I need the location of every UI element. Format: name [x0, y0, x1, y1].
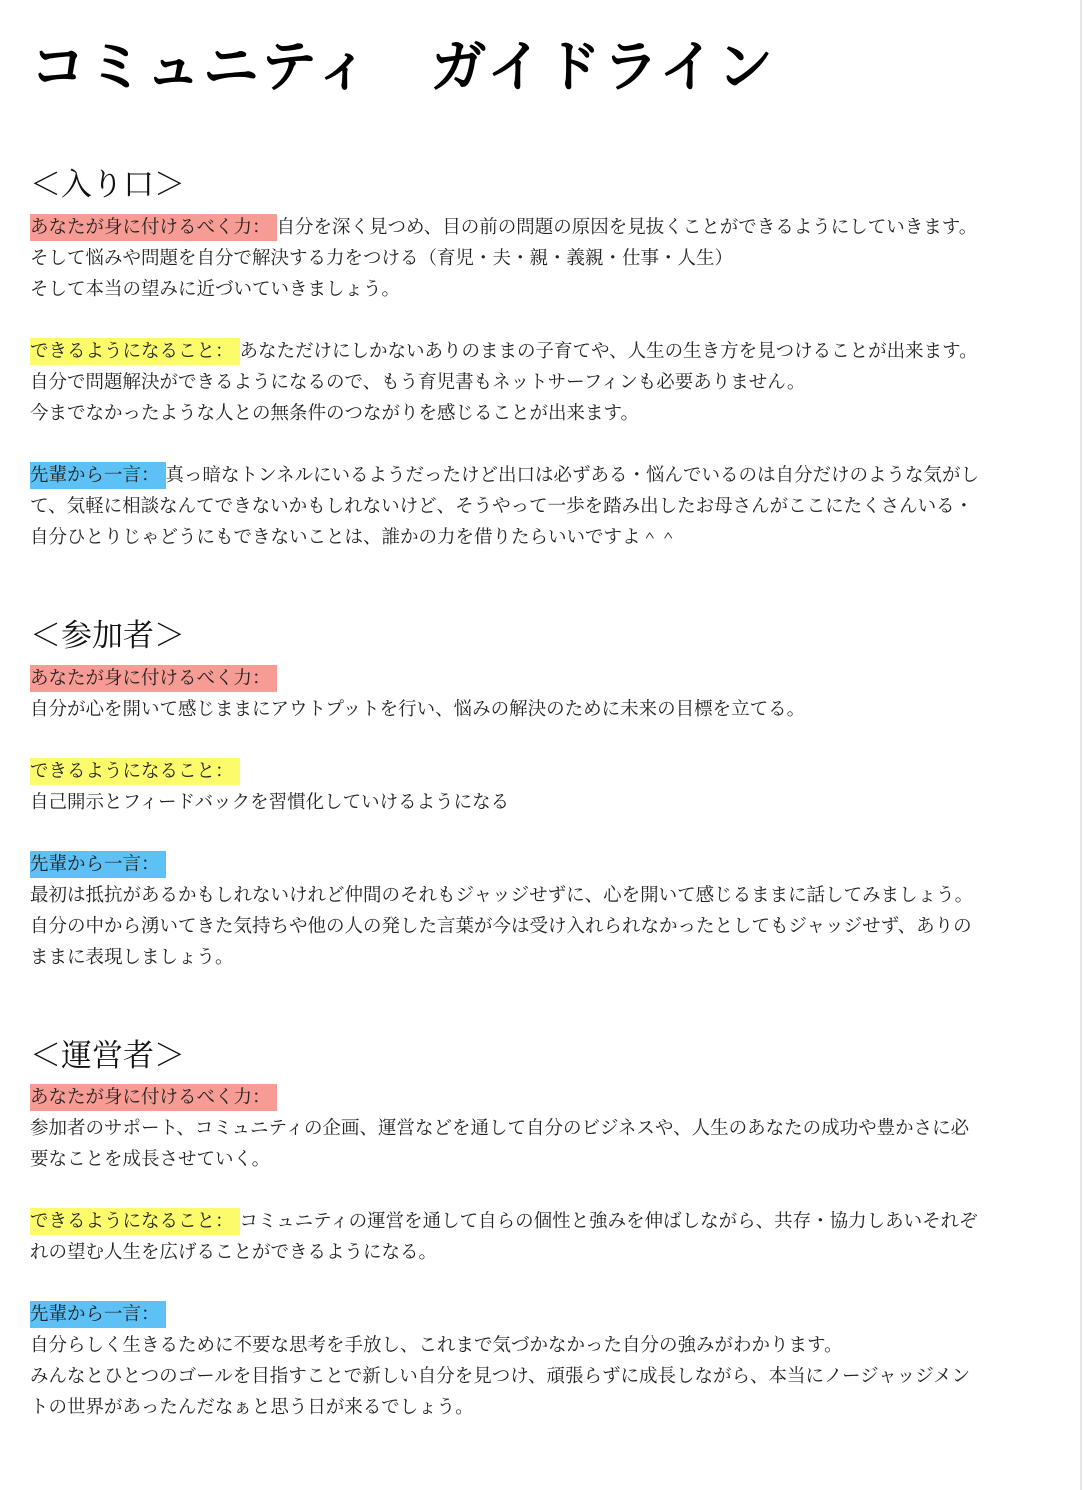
text-line: 自分が心を開いて感じままにアウトプットを行い、悩みの解決のために未来の目標を立てる。: [30, 699, 806, 720]
text-line: 自分を深く見つめ、目の前の問題の原因を見抜くことができるようにしていきます。: [276, 217, 978, 238]
text-line: れの望む人生を広げることができるようになる。: [30, 1242, 438, 1263]
text-line: 真っ暗なトンネルにいるようだったけど出口は必ずある・悩んでいるのは自分だけのような気がし: [165, 465, 979, 486]
text-line: 自分で問題解決ができるようになるので、もう育児書もネットサーフィンも必要ありません。: [30, 372, 806, 393]
page-edge: [1080, 0, 1082, 1490]
section-heading-participants: ＜参加者＞: [30, 618, 185, 654]
participants-skills-block: [30, 663, 1055, 725]
section-heading-organizers: ＜運営者＞: [30, 1038, 185, 1074]
skills-label: あなたが身に付けるべく力：: [30, 214, 277, 241]
organizers-skills-block: [30, 1082, 1055, 1175]
skills-label: あなたが身に付けるべく力：: [30, 665, 277, 692]
text-line: 参加者のサポート、コミュニティの企画、運営などを通して自分のビジネスや、人生のあなたの成功や豊かさに必: [30, 1118, 970, 1139]
text-line: 自己開示とフィードバックを習慣化していけるようになる: [30, 792, 510, 813]
text-line: そして本当の望みに近づいていきましょう。: [30, 279, 401, 300]
text-line: 最初は抵抗があるかもしれないけれど仲間のそれもジャッジせずに、心を開いて感じるままに話してみましょう。: [30, 885, 974, 906]
text-line: みんなとひとつのゴールを目指すことで新しい自分を見つけ、頑張らずに成長しながら、本当にノージャッジメン: [30, 1366, 971, 1387]
text-line: 自分ひとりじゃどうにもできないことは、誰かの力を借りたらいいですよ＾＾: [30, 527, 678, 548]
advice-label: 先輩から一言：: [30, 1301, 166, 1328]
text-line: トの世界があったんだなぁと思う日が来るでしょう。: [30, 1397, 474, 1418]
page-title: コミュニティ ガイドライン: [30, 35, 776, 100]
entrance-skills-block: [30, 212, 1055, 305]
text-line: て、気軽に相談なんてできないかもしれないけど、そうやって一歩を踏み出したお母さんがここにたくさんいる・: [30, 496, 974, 517]
advice-label: 先輩から一言：: [30, 462, 166, 489]
text-line: 自分の中から湧いてきた気持ちや他の人の発した言葉が今は受け入れられなかったとしてもジャッジせず、ありの: [30, 916, 972, 937]
participants-outcome-block: [30, 756, 1055, 818]
text-line: 要なことを成長させていく。: [30, 1149, 271, 1170]
outcome-label: できるようになること：: [30, 338, 240, 365]
organizers-outcome-block: [30, 1206, 1055, 1268]
text-line: あなただけにしかないありのままの子育てや、人生の生き方を見つけることが出来ます。: [239, 341, 978, 362]
organizers-advice-block: [30, 1299, 1055, 1423]
skills-label: あなたが身に付けるべく力：: [30, 1084, 277, 1111]
outcome-label: できるようになること：: [30, 1208, 240, 1235]
entrance-advice-block: [30, 460, 1055, 553]
text-line: コミュニティの運営を通して自らの個性と強みを伸ばしながら、共存・協力しあいそれぞ: [239, 1211, 978, 1232]
participants-advice-block: [30, 849, 1055, 973]
text-line: ままに表現しましょう。: [30, 947, 234, 968]
text-line: 自分らしく生きるために不要な思考を手放し、これまで気づかなかった自分の強みがわかります。: [30, 1335, 843, 1356]
text-line: そして悩みや問題を自分で解決する力をつける（育児・夫・親・義親・仕事・人生）: [30, 248, 734, 269]
outcome-label: できるようになること：: [30, 758, 240, 785]
text-line: 今までなかったような人との無条件のつながりを感じることが出来ます。: [30, 403, 640, 424]
section-heading-entrance: ＜入り口＞: [30, 167, 185, 203]
advice-label: 先輩から一言：: [30, 851, 166, 878]
entrance-outcome-block: [30, 336, 1055, 429]
